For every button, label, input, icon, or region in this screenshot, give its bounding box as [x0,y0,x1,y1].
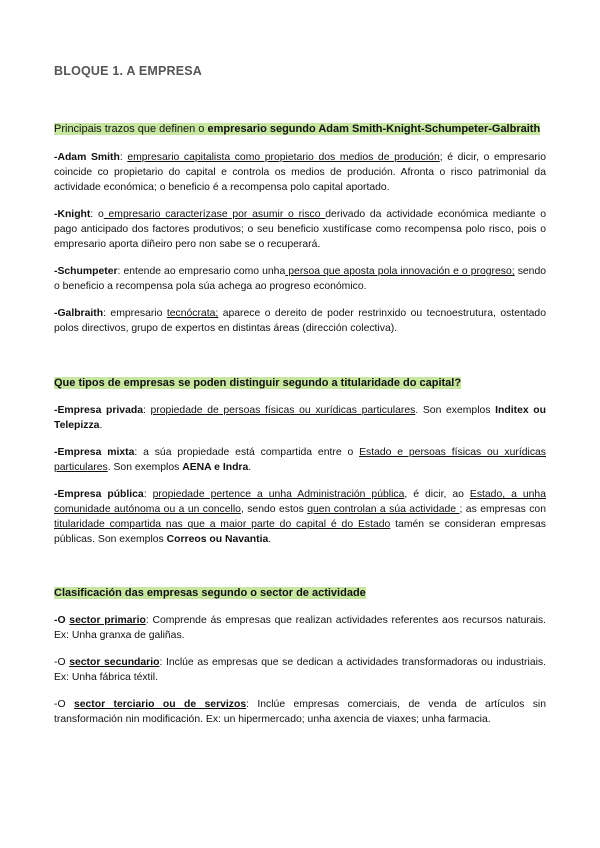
terciario-name-underline: sector terciario ou de servizos [73,699,247,710]
terciario-name [74,699,246,710]
privada-paragraph [54,403,546,433]
publica-text-2: , sendo estos [240,504,308,515]
publica-underline-2: Estado, a unha comunidade autónoma ou a un concello [54,489,546,515]
section2-heading-text: Que tipos de empresas se poden distinguir segundo a titularidade do capital? [54,377,462,389]
terciario-rest: : Inclúe empresas comerciais, de venda de artículos sin transformación nin modificación. Ex: un hipermercado; unha axencia de viaxes; unha farmacia. [54,699,546,725]
section3-heading-text: Clasificación das empresas segundo o sector de actividade [54,587,366,599]
smith-name: -Adam Smith [54,152,120,163]
publica-examples: Correos ou Navantia [166,534,269,545]
schumpeter-name: -Schumpeter [54,266,118,277]
mixta-examples: AENA e Indra [182,462,249,473]
primario-rest: : Comprende ás empresas que realizan actividades referentes aos recursos naturais. Ex: Unha granxa de galiñas. [54,615,546,641]
knight-colon: : o [90,209,104,220]
privada-underline: propiedade de persoas físicas ou xurídicas particulares [150,405,416,416]
publica-text-4: tamén se consideran empresas públicas. Son exemplos [54,519,546,545]
smith-paragraph [54,150,546,195]
section1-heading-bold: empresario segundo Adam Smith-Knight-Schumpeter-Galbraith [207,123,541,135]
knight-name: -Knight [54,209,91,220]
privada-colon: : [142,405,151,416]
mixta-name: -Empresa mixta [54,447,135,458]
section3-heading [54,586,546,600]
publica-text-1: , é dicir, ao [404,489,470,500]
privada-mid: . Son exemplos [415,405,496,416]
secundario-prefix: -O [54,657,70,668]
schumpeter-underline: persoa que aposta pola innovación e o progreso; [285,266,515,277]
galbraith-pre: : empresario [103,308,167,319]
mixta-underline: Estado e persoas físicas ou xurídicas particulares [54,447,546,473]
privada-end: . [99,420,103,431]
publica-text-3: ; as empresas con [459,504,546,515]
privada-name: -Empresa privada [54,405,143,416]
knight-paragraph [54,207,546,252]
galbraith-paragraph [54,306,546,336]
smith-colon: : [119,152,128,163]
publica-end: . [268,534,272,545]
publica-colon: : [143,489,153,500]
knight-rest: derivado da actividade económica mediante o pago anticipado dos factores produtivos; o seu beneficio xustifícase como recompensa polo risco, pois o empresario aporta diñeiro pero non sabe se o recuperará. [54,209,546,250]
secundario-rest: : Inclúe as empresas que se dedican a actividades transformadoras ou industriais. Ex: Unha fábrica téxtil. [54,657,546,683]
smith-underline: empresario capitalista como propietario dos medios de produción [127,152,440,163]
mixta-end: . [248,462,252,473]
mixta-paragraph [54,445,546,475]
schumpeter-rest: sendo o beneficio a recompensa pola súa achega ao progreso económico. [54,266,547,292]
primario-name [69,615,146,626]
primario-name-underline: sector primario [69,615,146,626]
publica-underline-4: titularidade compartida nas que a maior parte do capital é do Estado [54,519,391,530]
publica-paragraph [54,487,546,547]
publica-name: -Empresa pública [54,489,144,500]
section1-heading-text: Principais trazos que definen o [54,123,208,135]
galbraith-rest: aparece o dereito de poder restrinxido ou tecnoestrutura, ostentado polos directivos, grupo de expertos en distintas áreas (dirección colectiva). [54,308,546,334]
secundario-name [69,657,159,668]
schumpeter-paragraph [54,264,546,294]
galbraith-name: -Galbraith [54,308,104,319]
mixta-pre: : a súa propiedade está compartida entre o [134,447,360,458]
schumpeter-pre: : entende ao empresario como unha [117,266,286,277]
document-title: BLOQUE 1. A EMPRESA [54,64,203,78]
terciario-paragraph [54,697,546,727]
publica-underline-3: quen controlan a súa actividade [307,504,460,515]
section1-heading [54,122,546,136]
mixta-mid: . Son exemplos [107,462,183,473]
galbraith-underline: tecnócrata; [166,308,219,319]
knight-underline: empresario caracterízase por asumir o risco [103,209,326,220]
privada-examples: Inditex ou Telepizza [54,405,546,431]
terciario-prefix: -O [54,699,74,710]
publica-underline-1: propiedade pertence a unha Administración pública [152,489,405,500]
section2-heading [54,376,546,390]
secundario-name-underline: sector secundario [69,657,160,668]
smith-rest: ; é dicir, o empresario coincide co propietario do capital e controla os medios de produción. Afronta o risco patrimonial da actividade económica; o beneficio é a recompensa polo capital aportado. [54,152,546,193]
primario-prefix: -O [54,615,70,626]
secundario-paragraph [54,655,546,685]
primario-paragraph [54,613,546,643]
